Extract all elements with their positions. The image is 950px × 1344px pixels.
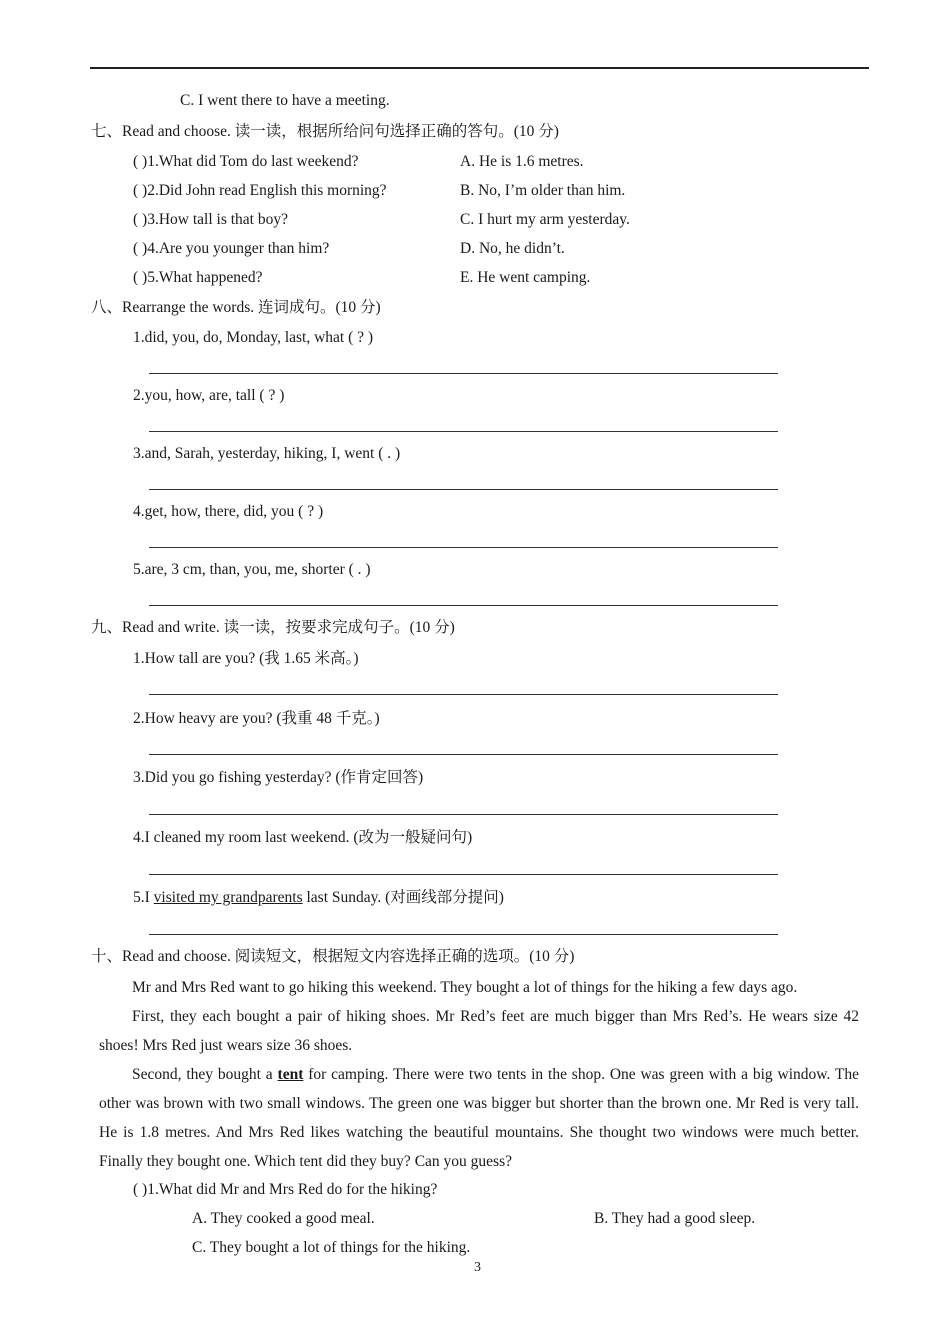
- previous-option-c: C. I went there to have a meeting.: [180, 92, 390, 109]
- section-9-item: 2.How heavy are you? (我重 48 千克。): [133, 710, 380, 727]
- answer-line[interactable]: [149, 547, 778, 548]
- item-prefix: 5.I: [133, 889, 154, 906]
- answer-line[interactable]: [149, 874, 778, 875]
- answer-line[interactable]: [149, 605, 778, 606]
- section-9-item: 4.I cleaned my room last weekend. (改为一般疑问句): [133, 829, 473, 846]
- section-10-heading: 十、Read and choose. 阅读短文，根据短文内容选择正确的选项。(10 分): [91, 948, 575, 965]
- header-rule: [90, 67, 869, 69]
- section-7-answer: D. No, he didn’t.: [460, 240, 565, 257]
- item-suffix: last Sunday. (对画线部分提问): [302, 889, 504, 906]
- section-8-item: 2.you, how, are, tall ( ? ): [133, 387, 285, 404]
- section-8-item: 5.are, 3 cm, than, you, me, shorter ( . ): [133, 561, 371, 578]
- section-8-heading: 八、Rearrange the words. 连词成句。(10 分): [91, 299, 381, 316]
- answer-line[interactable]: [149, 694, 778, 695]
- underlined-phrase: visited my grandparents: [153, 889, 303, 906]
- answer-line[interactable]: [149, 373, 778, 374]
- section-7-answer: C. I hurt my arm yesterday.: [460, 211, 630, 228]
- section-9-item: 3.Did you go fishing yesterday? (作肯定回答): [133, 769, 424, 786]
- section-7-question: ( )3.How tall is that boy?: [133, 211, 288, 228]
- paragraph-3-rest: for camping. There were two tents in the shop. One was green with a big window. The other was brown with two small windows. The green one was bigger but shorter than the brown one. Mr Red is very tall. He is 1.8 metres. And Mrs Red likes watching the beautiful mountains. She thought two windows were much better. Finally they bought one. Which tent did they buy? Can you guess?: [99, 1066, 859, 1170]
- option-a: A. They cooked a good meal.: [192, 1210, 375, 1227]
- section-9-item: [133, 888, 504, 908]
- option-b: B. They had a good sleep.: [594, 1210, 756, 1227]
- section-7-question: ( )1.What did Tom do last weekend?: [133, 153, 359, 170]
- section-7-question: ( )2.Did John read English this morning?: [133, 182, 387, 199]
- answer-line[interactable]: [149, 489, 778, 490]
- page-number: 3: [474, 1260, 481, 1275]
- reading-paragraph: [99, 1002, 859, 1060]
- section-7-question: ( )5.What happened?: [133, 269, 263, 286]
- section-7-answer: A. He is 1.6 metres.: [460, 153, 584, 170]
- section-8-item: 4.get, how, there, did, you ( ? ): [133, 503, 324, 520]
- answer-line[interactable]: [149, 814, 778, 815]
- answer-line[interactable]: [149, 934, 778, 935]
- section-7-heading: 七、Read and choose. 读一读，根据所给问句选择正确的答句。(10 分): [91, 123, 559, 140]
- option-c: C. They bought a lot of things for the hiking.: [192, 1239, 471, 1256]
- section-7-question: ( )4.Are you younger than him?: [133, 240, 330, 257]
- reading-paragraph: [99, 1060, 859, 1176]
- paragraph-2: First, they each bought a pair of hiking shoes. Mr Red’s feet are much bigger than Mrs Red’s. He wears size 42 shoes! Mrs Red just wears size 36 shoes.: [99, 1008, 859, 1054]
- answer-line[interactable]: [149, 431, 778, 432]
- section-7-answer: B. No, I’m older than him.: [460, 182, 626, 199]
- paragraph-3-start: Second, they bought a: [132, 1066, 278, 1083]
- answer-line[interactable]: [149, 754, 778, 755]
- section-8-item: 3.and, Sarah, yesterday, hiking, I, went ( . ): [133, 445, 401, 462]
- paragraph-1: Mr and Mrs Red want to go hiking this weekend. They bought a lot of things for the hiking a few days ago.: [132, 979, 798, 996]
- section-9-heading: 九、Read and write. 读一读，按要求完成句子。(10 分): [91, 619, 455, 636]
- underlined-word: tent: [277, 1066, 304, 1083]
- section-7-answer: E. He went camping.: [460, 269, 591, 286]
- section-8-item: 1.did, you, do, Monday, last, what ( ? ): [133, 329, 374, 346]
- section-9-item: 1.How tall are you? (我 1.65 米高。): [133, 650, 359, 667]
- section-10-question: ( )1.What did Mr and Mrs Red do for the hiking?: [133, 1181, 438, 1198]
- reading-paragraph: [99, 973, 859, 1002]
